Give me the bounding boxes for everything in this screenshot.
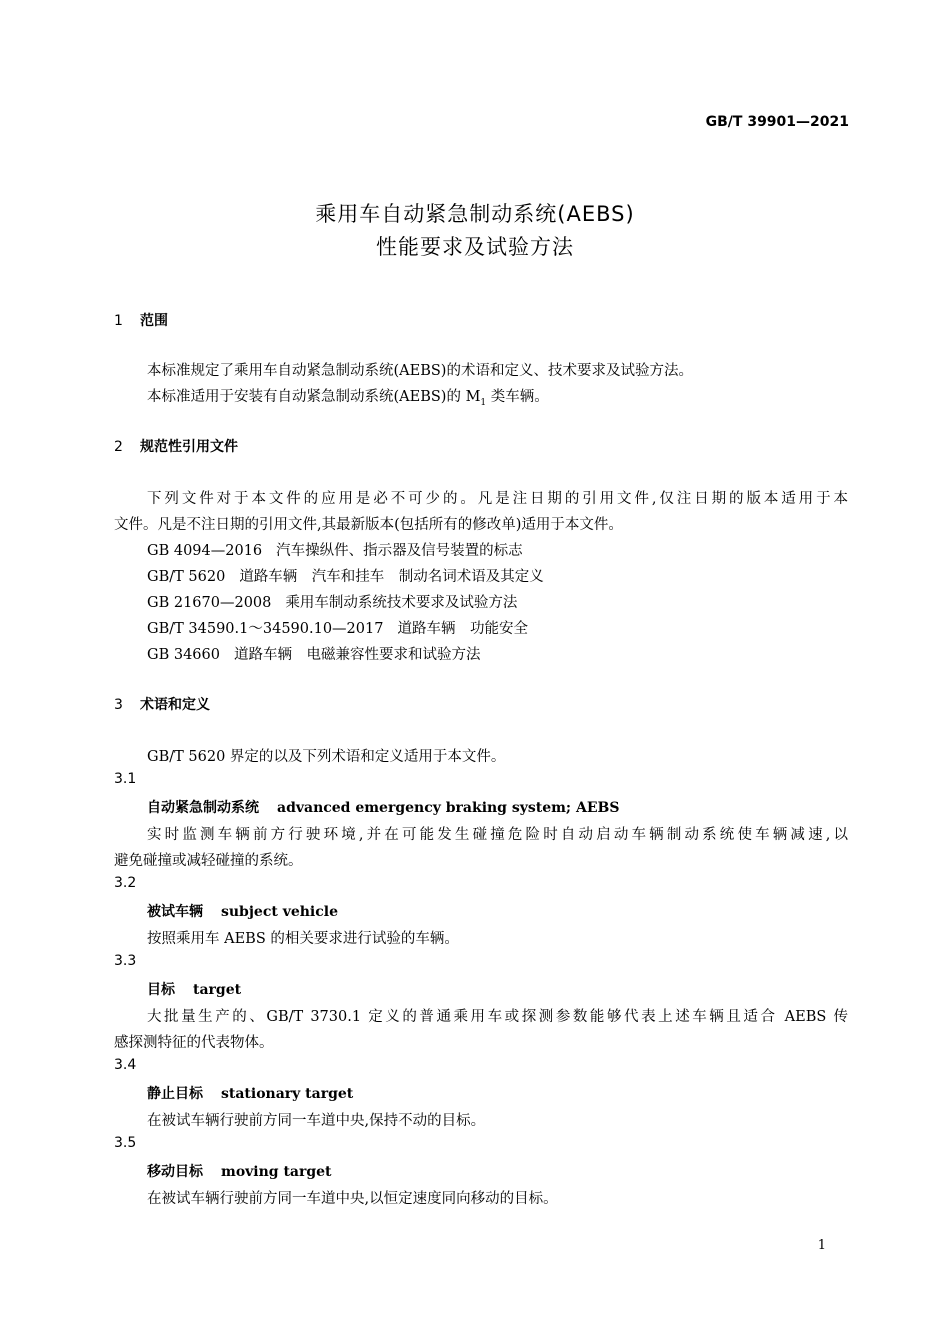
reference-title: 道路车辆 汽车和挂车 制动名词术语及其定义 xyxy=(239,569,544,585)
reference-code: GB 34660 xyxy=(147,647,220,663)
term-definition-line1: 实时监测车辆前方行驶环境,并在可能发生碰撞危险时自动启动车辆制动系统使车辆减速,以 xyxy=(147,827,848,843)
term-definition: 按照乘用车 AEBS 的相关要求进行试验的车辆。 xyxy=(147,931,459,947)
reference-title: 道路车辆 功能安全 xyxy=(397,621,528,637)
document-title-line2: 性能要求及试验方法 xyxy=(376,235,574,259)
term-heading xyxy=(147,979,241,999)
term-en: subject vehicle xyxy=(221,904,338,920)
term-zh: 目标 xyxy=(147,982,175,998)
references-intro-line2: 文件。凡是不注日期的引用文件,其最新版本(包括所有的修改单)适用于本文件。 xyxy=(114,517,623,533)
scope-paragraph-1: 本标准规定了乘用车自动紧急制动系统(AEBS)的术语和定义、技术要求及试验方法。 xyxy=(147,363,693,379)
reference-code: GB/T 5620 xyxy=(147,569,226,585)
term-en: target xyxy=(193,982,242,998)
section-1-heading xyxy=(114,310,168,330)
reference-item xyxy=(147,643,480,664)
term-heading xyxy=(147,797,619,817)
term-zh: 移动目标 xyxy=(147,1164,203,1180)
term-en: advanced emergency braking system; AEBS xyxy=(277,800,620,816)
term-heading xyxy=(147,1161,332,1181)
reference-title: 汽车操纵件、指示器及信号装置的标志 xyxy=(276,543,523,559)
reference-item xyxy=(147,565,544,586)
section-3-heading xyxy=(114,694,210,714)
term-heading xyxy=(147,901,338,921)
standard-number: GB/T 39901—2021 xyxy=(705,114,849,130)
term-number: 3.1 xyxy=(114,771,137,787)
section-2-heading xyxy=(114,436,238,456)
section-number: 2 xyxy=(114,439,123,455)
reference-code: GB 21670—2008 xyxy=(147,595,272,611)
scope-p2-tail: 类车辆。 xyxy=(486,389,549,405)
reference-item xyxy=(147,539,523,560)
term-definition-line1: 大批量生产的、GB/T 3730.1 定义的普通乘用车或探测参数能够代表上述车辆且适合 AEBS 传 xyxy=(147,1009,848,1025)
scope-paragraph-2 xyxy=(147,385,549,408)
section-number: 3 xyxy=(114,697,123,713)
term-en: moving target xyxy=(221,1164,332,1180)
reference-title: 乘用车制动系统技术要求及试验方法 xyxy=(285,595,518,611)
subscript: 1 xyxy=(480,397,487,408)
term-definition: 在被试车辆行驶前方同一车道中央,以恒定速度同向移动的目标。 xyxy=(147,1191,558,1207)
term-number: 3.2 xyxy=(114,875,137,891)
term-zh: 被试车辆 xyxy=(147,904,203,920)
term-definition-line2: 感探测特征的代表物体。 xyxy=(114,1035,274,1051)
section-title: 规范性引用文件 xyxy=(140,439,238,455)
scope-p2-text: 本标准适用于安装有自动紧急制动系统(AEBS)的 M xyxy=(147,389,481,405)
document-title-line1: 乘用车自动紧急制动系统(AEBS) xyxy=(315,202,635,226)
term-en: stationary target xyxy=(221,1086,354,1102)
section-number: 1 xyxy=(114,313,123,329)
section-title: 术语和定义 xyxy=(140,697,210,713)
term-definition: 在被试车辆行驶前方同一车道中央,保持不动的目标。 xyxy=(147,1113,486,1129)
references-intro-line1: 下列文件对于本文件的应用是必不可少的。凡是注日期的引用文件,仅注日期的版本适用于本 xyxy=(147,491,848,507)
term-number: 3.5 xyxy=(114,1135,137,1151)
term-number: 3.3 xyxy=(114,953,137,969)
terms-intro: GB/T 5620 界定的以及下列术语和定义适用于本文件。 xyxy=(147,749,506,765)
term-zh: 自动紧急制动系统 xyxy=(147,800,259,816)
reference-code: GB/T 34590.1～34590.10—2017 xyxy=(147,621,384,637)
term-heading xyxy=(147,1083,353,1103)
reference-title: 道路车辆 电磁兼容性要求和试验方法 xyxy=(233,647,481,663)
page-number: 1 xyxy=(817,1238,826,1253)
reference-code: GB 4094—2016 xyxy=(147,543,263,559)
term-definition-line2: 避免碰撞或减轻碰撞的系统。 xyxy=(114,853,303,869)
term-number: 3.4 xyxy=(114,1057,137,1073)
reference-item xyxy=(147,617,528,638)
reference-item xyxy=(147,591,517,612)
term-zh: 静止目标 xyxy=(147,1086,203,1102)
section-title: 范围 xyxy=(140,313,168,329)
